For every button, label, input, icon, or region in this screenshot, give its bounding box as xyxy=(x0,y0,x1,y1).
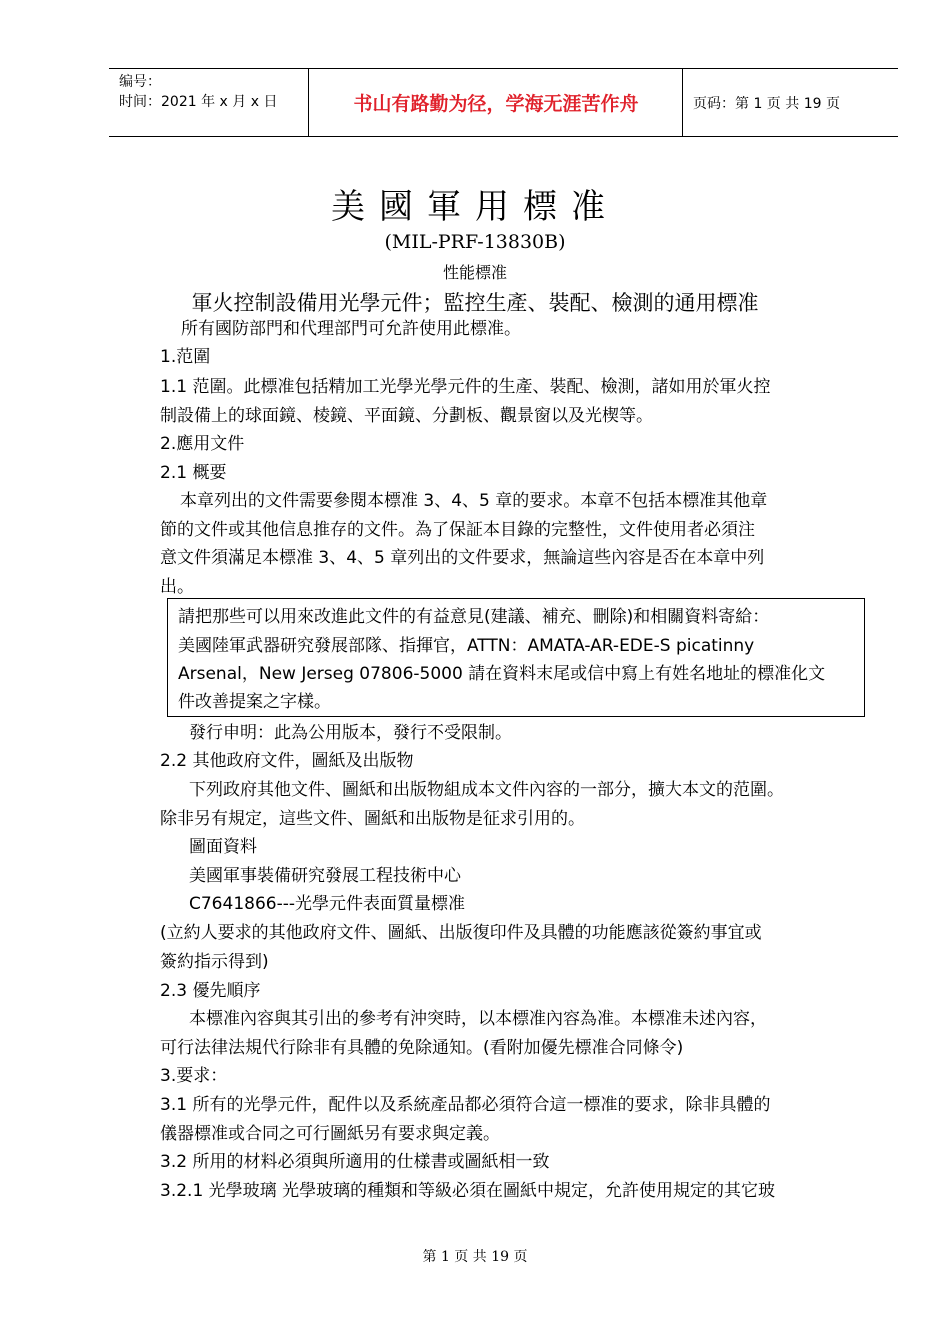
header-meta xyxy=(109,69,309,136)
body-line: 3.2.1 光學玻璃 光學玻璃的種類和等級必須在圖紙中規定，允許使用規定的其它玻 xyxy=(160,1181,776,1201)
body-line: 簽約指示得到) xyxy=(160,952,269,972)
body-line: 制設備上的球面鏡、棱鏡、平面鏡、分劃板、觀景窗以及光楔等。 xyxy=(160,406,653,426)
page-footer: 第 1 页 共 19 页 xyxy=(422,1249,528,1265)
header-slogan: 书山有路勤为径，学海无涯苦作舟 xyxy=(310,69,683,136)
section-heading: 1.范圍 xyxy=(160,347,211,367)
body-line: 本章列出的文件需要參閱本標准 3、4、5 章的要求。本章不包括本標准其他章 xyxy=(180,491,768,511)
notice-line: 件改善提案之字樣。 xyxy=(178,692,331,712)
body-line: 3.1 所有的光學元件，配件以及系統產品都必須符合這一標准的要求，除非具體的 xyxy=(160,1095,771,1115)
body-line: 出。 xyxy=(160,577,194,597)
document-subtitle: 軍火控制設備用光學元件；監控生產、裝配、檢測的通用標准 xyxy=(191,291,759,315)
intro-text: 所有國防部門和代理部門可允許使用此標准。 xyxy=(181,319,521,339)
body-line: 發行申明：此為公用版本，發行不受限制。 xyxy=(189,723,512,743)
body-line: 可行法律法規代行除非有具體的免除通知。(看附加優先標准合同條令) xyxy=(160,1038,684,1058)
notice-line: 美國陸軍武器研究發展部隊、指揮官，ATTN：AMATA-AR-EDE-S picatinny xyxy=(178,636,755,656)
section-heading: 2.1 概要 xyxy=(160,463,227,483)
number-label: 编号： xyxy=(119,74,161,90)
body-line: C7641866---光學元件表面質量標准 xyxy=(189,894,465,914)
body-line: 意文件須滿足本標准 3、4、5 章列出的文件要求，無論這些內容是否在本章中列 xyxy=(160,548,765,568)
page-header xyxy=(109,68,898,137)
section-heading: 2.3 優先順序 xyxy=(160,981,261,1001)
body-line: 節的文件或其他信息推存的文件。為了保証本目錄的完整性，文件使用者必須注 xyxy=(160,520,755,540)
body-line: 3.2 所用的材料必須與所適用的仕樣書或圖紙相一致 xyxy=(160,1152,550,1172)
section-heading: 2.應用文件 xyxy=(160,434,245,454)
body-line: 除非另有規定，這些文件、圖紙和出版物是征求引用的。 xyxy=(160,809,585,829)
body-line: 圖面資料 xyxy=(189,837,257,857)
section-heading: 2.2 其他政府文件，圖紙及出版物 xyxy=(160,751,414,771)
header-page-info: 页码：第 1 页 共 19 页 xyxy=(693,96,840,112)
document-code: (MIL-PRF-13830B) xyxy=(384,231,566,253)
body-line: 下列政府其他文件、圖紙和出版物組成本文件內容的一部分，擴大本文的范圍。 xyxy=(189,780,784,800)
time-label: 时间：2021 年 x 月 x 日 xyxy=(119,94,278,110)
notice-line: Arsenal，New Jerseg 07806-5000 請在資料末尾或信中寫上有姓名地址的標准化文 xyxy=(178,664,826,684)
document-title: 美國軍用標准 xyxy=(331,187,619,227)
body-line: 美國軍事裝備研究發展工程技術中心 xyxy=(189,866,461,886)
body-line: 儀器標准或合同之可行圖紙另有要求與定義。 xyxy=(160,1124,500,1144)
body-line: 本標准內容與其引出的參考有沖突時，以本標准內容為准。本標准未述內容， xyxy=(189,1009,767,1029)
notice-line: 請把那些可以用來改進此文件的有益意見(建議、補充、刪除)和相關資料寄給： xyxy=(178,607,770,627)
body-line: (立約人要求的其他政府文件、圖紙、出版復印件及具體的功能應該從簽約事宜或 xyxy=(160,923,762,943)
section-heading: 3.要求： xyxy=(160,1066,228,1086)
document-category: 性能標准 xyxy=(442,263,507,282)
body-line: 1.1 范圍。此標准包括精加工光學光學元件的生產、裝配、檢測，諸如用於軍火控 xyxy=(160,377,771,397)
